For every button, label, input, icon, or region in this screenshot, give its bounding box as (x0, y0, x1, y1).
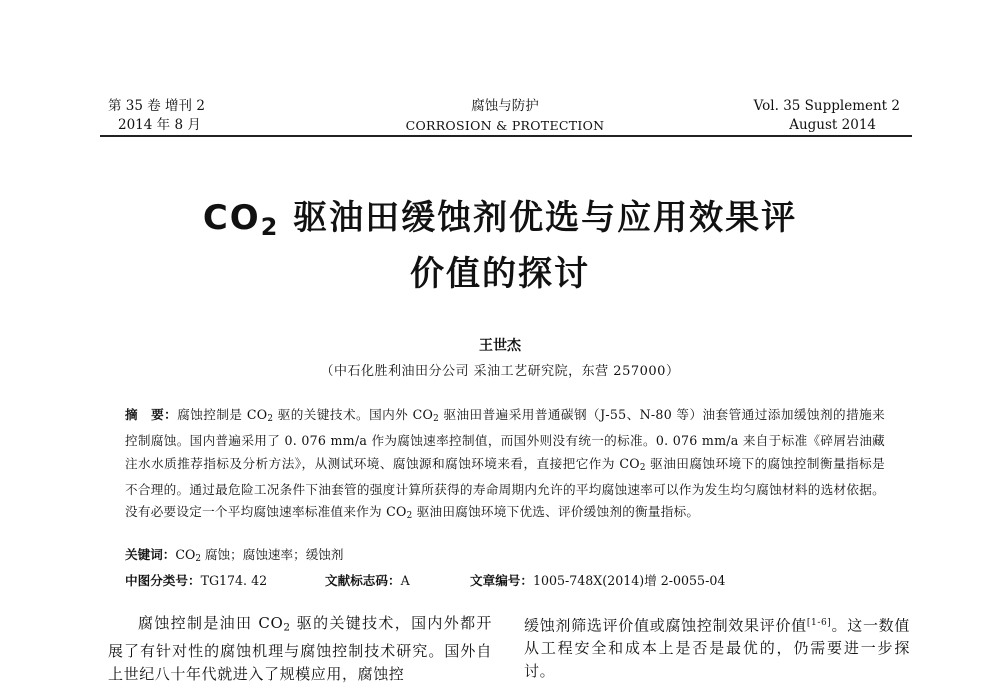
keywords-label: 关键词： (125, 547, 176, 562)
journal-volume-info-en (700, 97, 900, 135)
publication-date-en: August 2014 (789, 117, 876, 133)
abstract-text-e: 驱油田腐蚀环境下优选、评价缓蚀剂的衡量指标。 (412, 504, 700, 520)
header-rule (100, 135, 912, 137)
title-line1-rest: 驱油田缓蚀剂优选与应用效果评 (279, 198, 798, 238)
journal-name (380, 97, 630, 135)
article-value: 1005-748X(2014)增 2-0055-04 (532, 573, 726, 588)
publication-date: 2014 年 8 月 (118, 117, 201, 133)
keywords-sub: 2 (195, 554, 201, 565)
abstract-sub-1: 2 (267, 414, 274, 425)
article-number (470, 570, 725, 589)
abstract-text-c: 驱油田普遍采用普通碳钢（J-55、N-80 等）油套管通过添加缓蚀剂的措施来控制腐蚀。国内普遍采用了 0. 076 mm/a 作为腐蚀速率控制值，而国外则没有统一的标准。0. 076 mm/a 来自于标准《碎屑岩油藏注水水质推荐指标及分析方法》，从测试环境、腐蚀源和腐蚀环境来看，直接把它作为 CO (125, 407, 886, 471)
keywords-text-a: CO (175, 547, 196, 562)
document-code (325, 570, 410, 589)
clc-label: 中图分类号： (125, 573, 201, 588)
abstract-text-b: 驱的关键技术。国内外 CO (273, 407, 434, 422)
abstract-sub-4: 2 (406, 511, 413, 522)
abstract-text-d: 驱油田腐蚀环境下的腐蚀控制衡量指标是不合理的。通过最危险工况条件下油套管的强度计算所获得的寿命周期内允许的平均腐蚀速率可以作为发生均匀腐蚀材料的选材依据。没有必要设定一个平均腐蚀速率标准值来作为 CO (125, 455, 885, 520)
abstract (125, 404, 885, 528)
doc-label: 文献标志码： (325, 573, 401, 588)
body-right-a: 缓蚀剂筛选评价值或腐蚀控制效果评价值 (524, 616, 807, 635)
title-line-2: 价值的探讨 (410, 253, 590, 294)
body-left-a: 腐蚀控制是油田 CO (138, 614, 284, 632)
title-co-subscript: 2 (260, 212, 280, 241)
body-left-b: 驱的关键技术，国内外都开展了有针对性的腐蚀机理与腐蚀控制技术研究。国外自上世纪八十年代就进入了规模应用，腐蚀控 (108, 614, 492, 683)
abstract-text-a: 腐蚀控制是 CO (177, 407, 268, 422)
title-line-1 (120, 195, 880, 251)
body-paragraph-left (108, 612, 492, 686)
journal-name-cn: 腐蚀与防护 (471, 98, 539, 114)
keywords (125, 544, 885, 564)
clc-number (125, 570, 267, 589)
body-column-left (108, 612, 492, 686)
article-label: 文章编号： (470, 573, 533, 588)
abstract-label: 摘 要： (125, 407, 178, 422)
title-co: CO (202, 198, 261, 238)
body-column-right (524, 612, 910, 683)
keywords-text-b: 腐蚀；腐蚀速率；缓蚀剂 (200, 547, 344, 562)
author-affiliation: （中石化胜利油田分公司 采油工艺研究院，东营 257000） (320, 364, 680, 379)
journal-name-en: CORROSION & PROTECTION (405, 118, 605, 133)
volume-issue: 第 35 卷 增刊 2 (108, 98, 205, 114)
abstract-sub-3: 2 (639, 462, 646, 473)
body-right-b: 。这一数值从工程安全和成本上是否是最优的，仍需要进一步探讨。 (524, 616, 910, 681)
doc-value: A (400, 573, 410, 588)
paper-title (120, 195, 880, 298)
citation-ref: [1-6] (806, 618, 832, 628)
clc-value: TG174. 42 (200, 573, 268, 588)
body-paragraph-right (524, 612, 910, 683)
abstract-sub-2: 2 (433, 414, 439, 425)
journal-volume-info (108, 97, 205, 135)
volume-issue-en: Vol. 35 Supplement 2 (753, 98, 900, 114)
body-left-sub: 2 (283, 621, 291, 634)
author-name: 王世杰 (479, 338, 521, 354)
